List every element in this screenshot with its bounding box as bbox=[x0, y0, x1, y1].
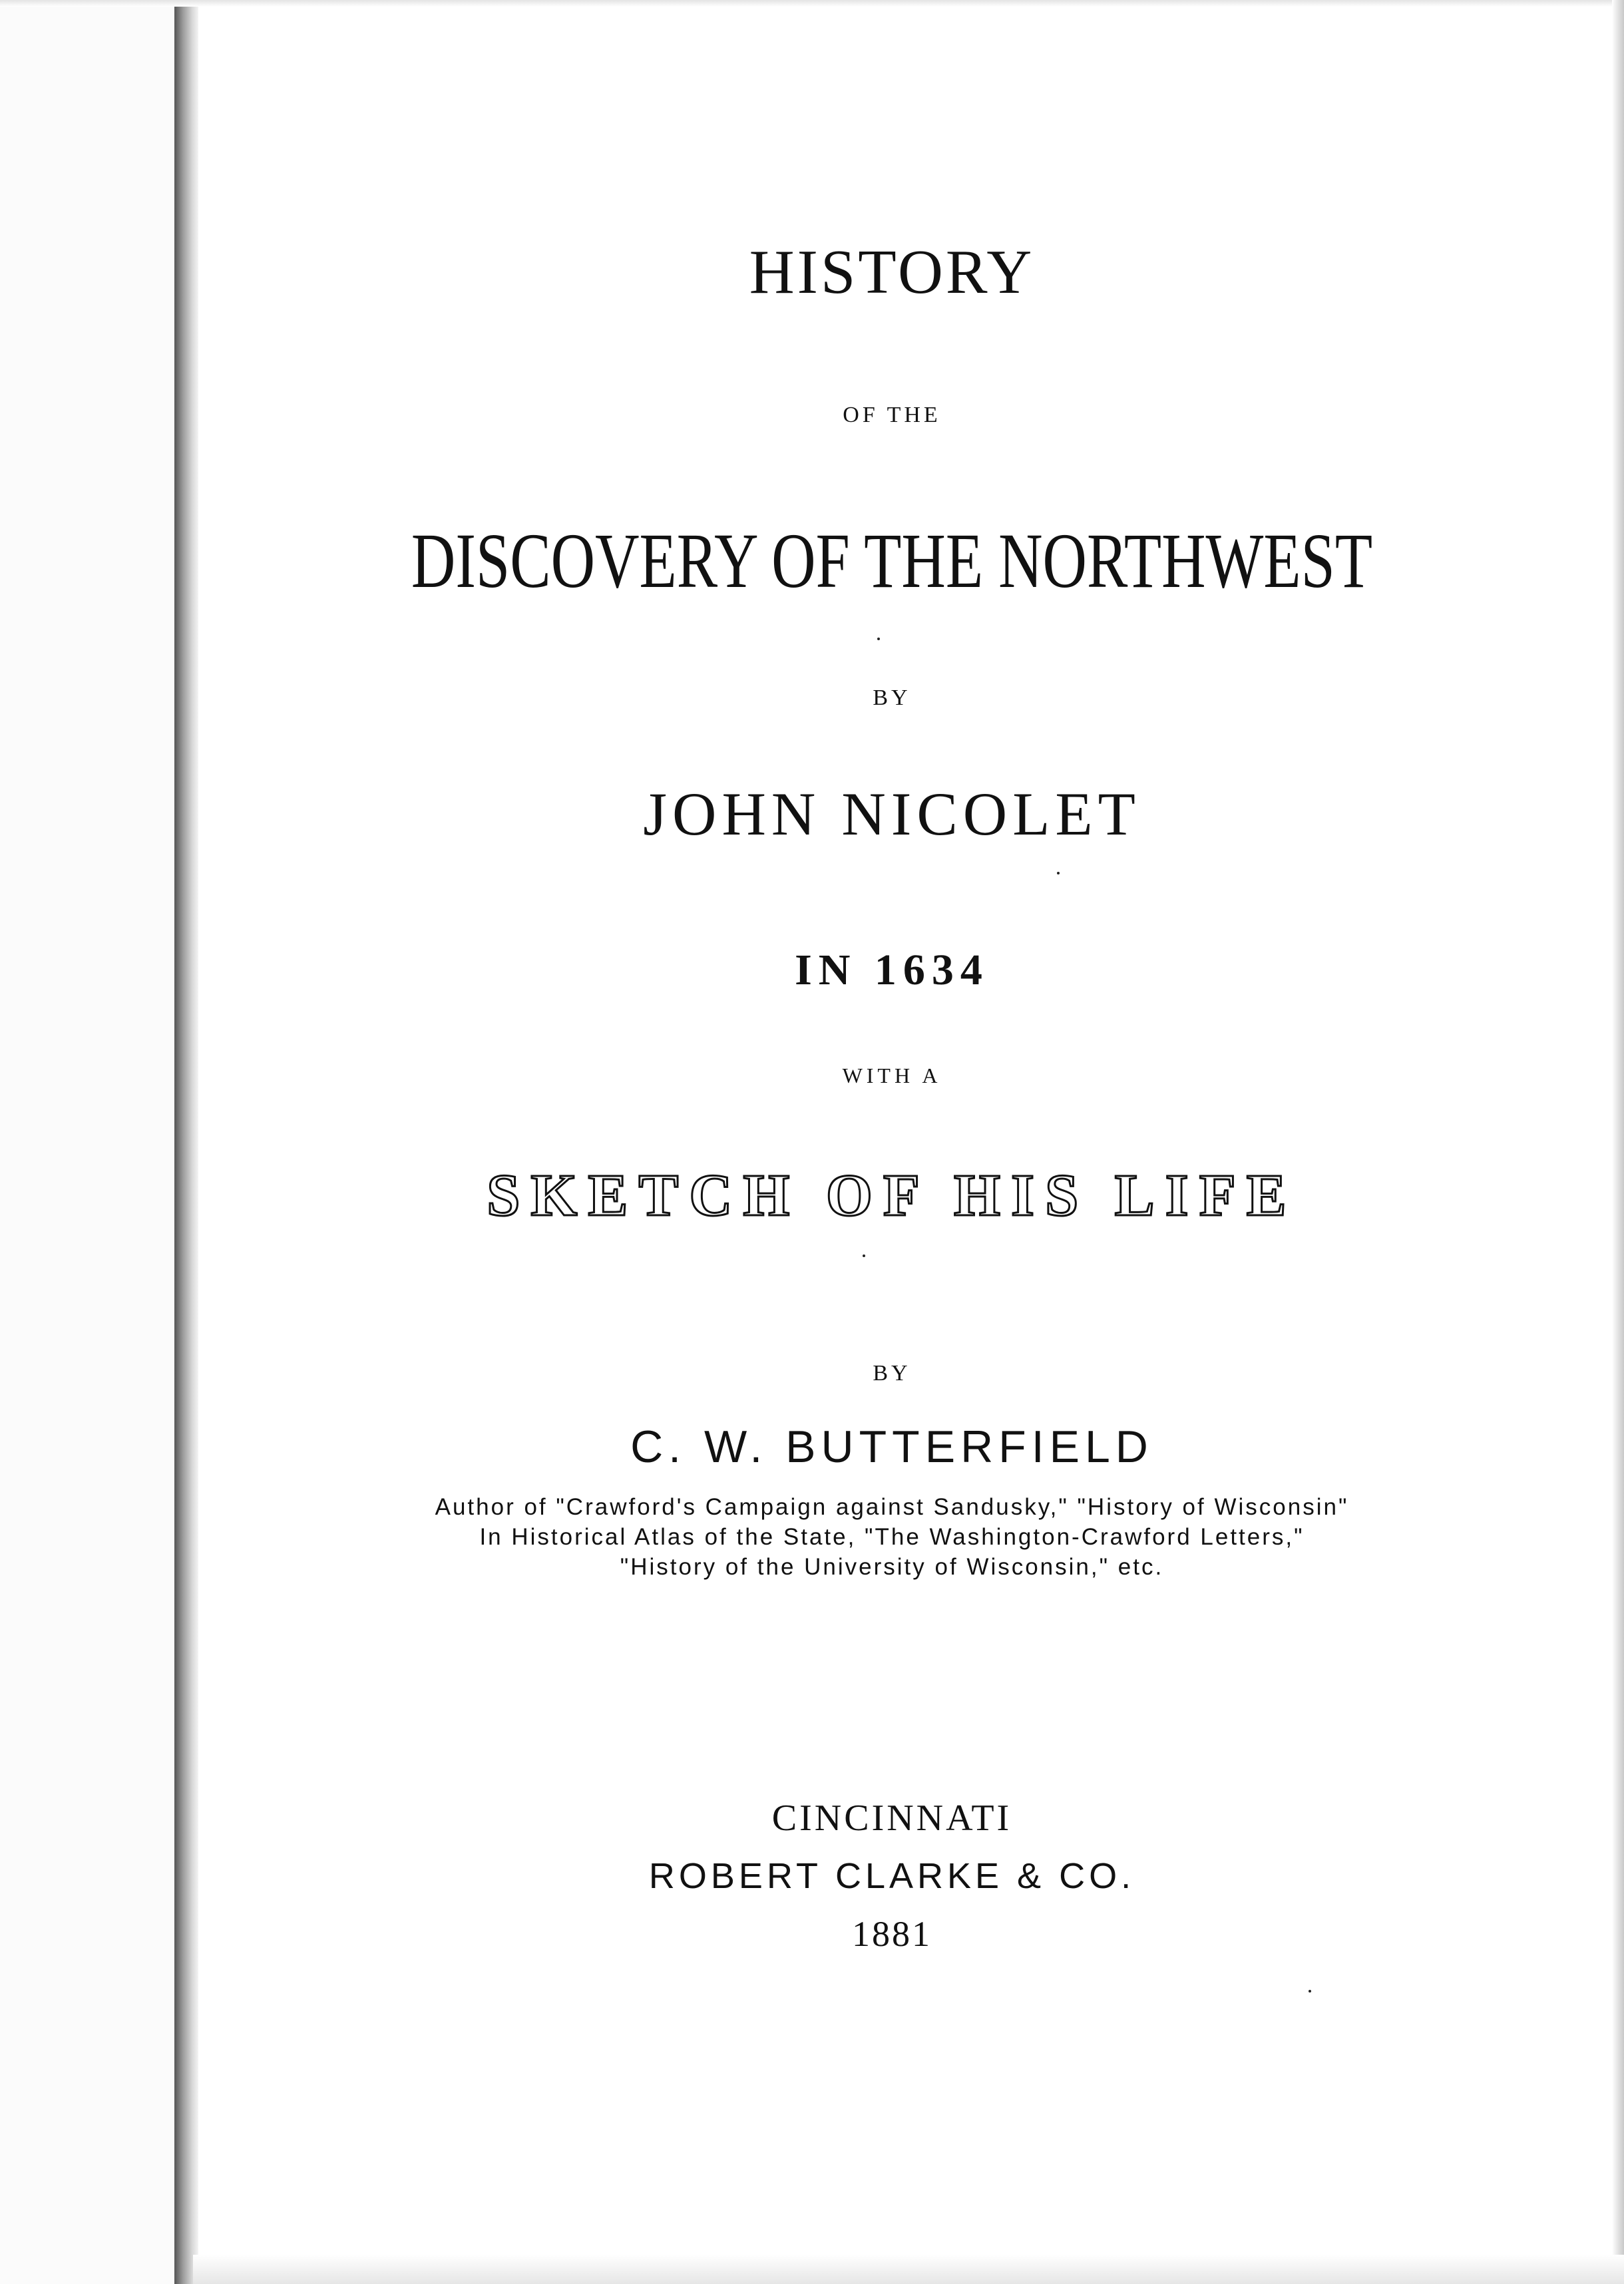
author-name: C. W. BUTTERFIELD bbox=[630, 1422, 1153, 1472]
title-history: HISTORY bbox=[749, 238, 1035, 307]
facing-page-edge bbox=[0, 0, 174, 2284]
with-a-label: WITH A bbox=[842, 1063, 942, 1087]
subject-name: JOHN NICOLET bbox=[643, 780, 1141, 848]
page-right-edge bbox=[1612, 0, 1624, 2284]
scan-speck bbox=[877, 638, 880, 640]
author-works-line: In Historical Atlas of the State, "The Washington-Crawford Letters," bbox=[479, 1524, 1305, 1550]
title-discovery: DISCOVERY OF THE NORTHWEST bbox=[411, 517, 1373, 604]
imprint-year: 1881 bbox=[852, 1914, 932, 1954]
title-connector: OF THE bbox=[843, 403, 941, 427]
scan-speck bbox=[863, 1254, 865, 1257]
by-label-author: BY bbox=[873, 1361, 911, 1386]
imprint-city: CINCINNATI bbox=[771, 1798, 1012, 1839]
book-spine-shadow bbox=[174, 0, 198, 2284]
author-works-line: Author of "Crawford's Campaign against Sandusky," "History of Wisconsin" bbox=[435, 1494, 1349, 1520]
scan-speck bbox=[1057, 872, 1060, 874]
page-bottom-edge bbox=[193, 2255, 1624, 2284]
year-line: IN 1634 bbox=[795, 946, 989, 994]
imprint-publisher: ROBERT CLARKE & CO. bbox=[648, 1856, 1135, 1896]
by-label-subject: BY bbox=[873, 685, 911, 710]
subtitle-sketch: SKETCH OF HIS LIFE bbox=[487, 1163, 1297, 1229]
author-works-line: "History of the University of Wisconsin," etc. bbox=[620, 1554, 1164, 1580]
scan-speck bbox=[1309, 1990, 1311, 1993]
page-top-edge bbox=[0, 0, 1624, 7]
